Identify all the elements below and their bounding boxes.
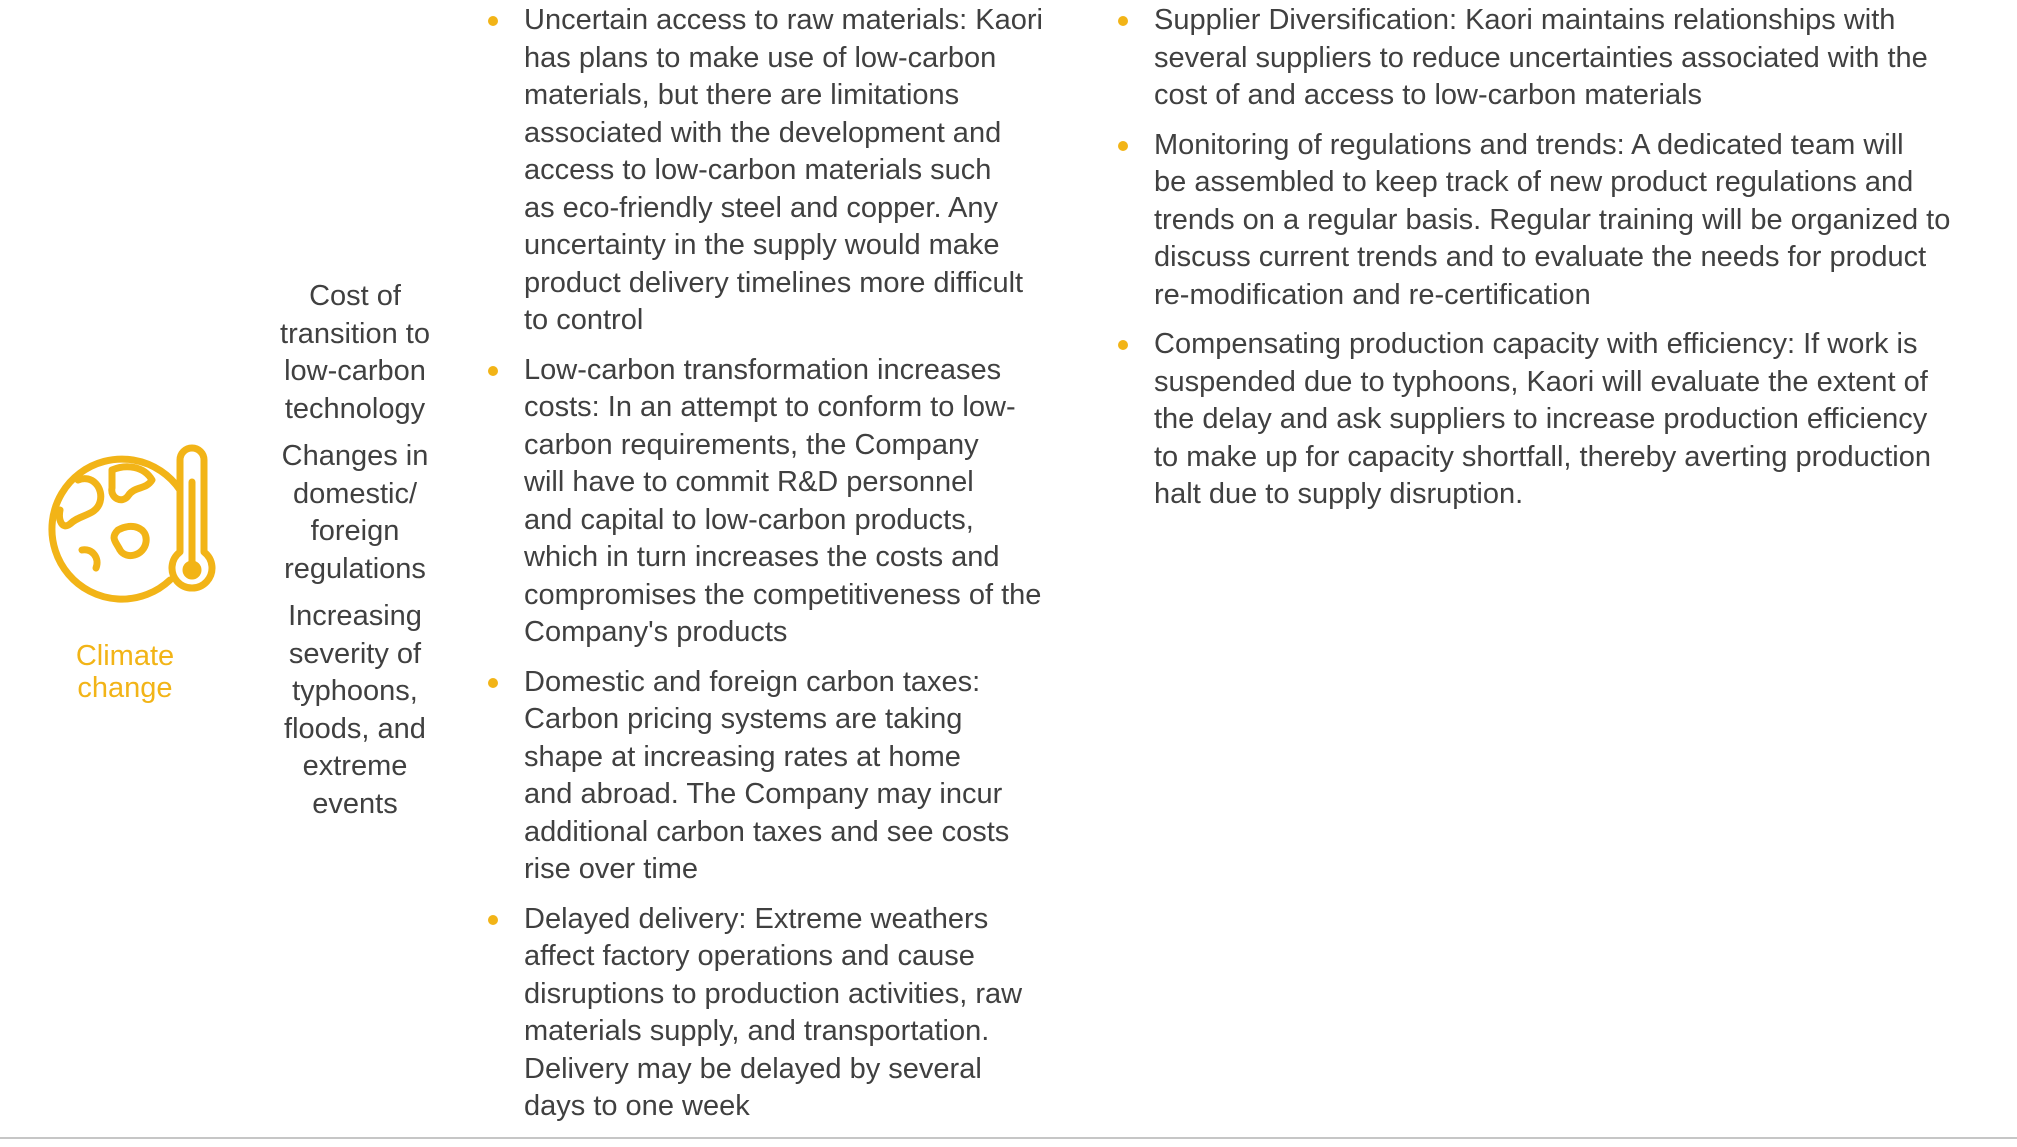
- risk-line: Delayed delivery: Extreme weathers: [524, 902, 989, 935]
- risk-factor-line: technology: [284, 392, 426, 425]
- response-item: [1112, 2, 2012, 115]
- response-line: halt due to supply disruption.: [1154, 478, 1524, 510]
- bullet-icon: [1118, 141, 1128, 151]
- response-item: [1112, 326, 2012, 514]
- risk-factors-column: [250, 278, 460, 833]
- risk-line: Carbon pricing systems are taking: [524, 703, 963, 735]
- risk-line: materials, but there are limitations: [524, 79, 960, 111]
- response-line: cost of and access to low-carbon materials: [1154, 79, 1703, 111]
- risk-line: costs: In an attempt to conform to low-: [524, 391, 1016, 423]
- response-line: Monitoring of regulations and trends: A dedicated team will: [1154, 128, 1904, 161]
- risk-factor-line: foreign: [310, 515, 400, 547]
- risk-factor-line: Changes in: [281, 440, 429, 472]
- risk-factor-line: Cost of: [309, 280, 401, 312]
- bullet-icon: [1118, 340, 1128, 350]
- risk-line: associated with the development and: [524, 116, 1002, 149]
- risk-line: affect factory operations and cause: [524, 940, 975, 972]
- risk-line: compromises the competitiveness of the: [524, 578, 1042, 611]
- risk-factor-line: floods, and: [284, 712, 426, 745]
- risk-line: Delivery may be delayed by several: [524, 1052, 982, 1085]
- response-line: be assembled to keep track of new product regulations and: [1154, 166, 1914, 198]
- risk-factor-line: low-carbon: [284, 355, 426, 387]
- response-item: [1112, 127, 2012, 315]
- response-line: suspended due to typhoons, Kaori will evaluate the extent of: [1154, 365, 1928, 398]
- risk-item: [482, 2, 1082, 340]
- risk-item: [482, 664, 1082, 889]
- risk-line: has plans to make use of low-carbon: [524, 41, 997, 74]
- risk-factor-line: extreme: [302, 750, 408, 782]
- risk-line: to control: [524, 304, 644, 336]
- risk-item: [482, 352, 1082, 652]
- risk-line: and capital to low-carbon products,: [524, 503, 974, 536]
- risk-line: disruptions to production activities, raw: [524, 977, 1023, 1010]
- risk-line: uncertainty in the supply would make: [524, 229, 1000, 261]
- category-label-line: change: [77, 672, 173, 704]
- risk-line: Company's products: [524, 616, 788, 648]
- risk-factor: [250, 438, 460, 588]
- risk-factor-line: transition to: [280, 317, 430, 350]
- risk-line: carbon requirements, the Company: [524, 428, 979, 461]
- table-bottom-rule: [0, 1137, 2017, 1139]
- risk-line: rise over time: [524, 853, 699, 885]
- risk-factor-line: events: [312, 787, 398, 820]
- risk-line: Domestic and foreign carbon taxes:: [524, 665, 981, 698]
- risk-line: and abroad. The Company may incur: [524, 778, 1003, 810]
- risk-line: shape at increasing rates at home: [524, 740, 961, 773]
- risk-factor-line: domestic/: [292, 477, 418, 510]
- category-label: [40, 640, 210, 704]
- category-label-line: Climate: [75, 640, 175, 672]
- response-line: Compensating production capacity with efficiency: If work is: [1154, 328, 1918, 360]
- risk-line: Low-carbon transformation increases: [524, 353, 1002, 386]
- responses-column: [1112, 2, 2012, 526]
- risk-factor-line: severity of: [288, 637, 422, 670]
- risk-factor-line: typhoons,: [292, 675, 418, 707]
- risks-column: [482, 2, 1082, 1138]
- response-line: trends on a regular basis. Regular training will be organized to: [1154, 203, 1951, 236]
- risk-line: will have to commit R&D personnel: [524, 466, 974, 498]
- risk-line: access to low-carbon materials such: [524, 154, 992, 186]
- globe-thermometer-icon: [30, 430, 220, 615]
- bullet-icon: [1118, 16, 1128, 26]
- risk-line: days to one week: [524, 1090, 750, 1122]
- risk-factor: [250, 278, 460, 428]
- risk-item: [482, 901, 1082, 1126]
- risk-line: product delivery timelines more difficult: [524, 266, 1024, 299]
- response-line: to make up for capacity shortfall, thereby averting production: [1154, 440, 1931, 473]
- bullet-icon: [488, 16, 498, 26]
- response-line: discuss current trends and to evaluate the needs for product: [1154, 241, 1927, 273]
- risk-line: materials supply, and transportation.: [524, 1015, 990, 1047]
- risk-line: as eco-friendly steel and copper. Any: [524, 191, 998, 224]
- response-line: the delay and ask suppliers to increase production efficiency: [1154, 403, 1928, 435]
- response-line: several suppliers to reduce uncertainties associated with the: [1154, 41, 1928, 74]
- risk-factor-line: regulations: [284, 552, 426, 585]
- risk-line: Uncertain access to raw materials: Kaori: [524, 4, 1043, 36]
- risk-factor: [250, 598, 460, 823]
- bullet-icon: [488, 678, 498, 688]
- bullet-icon: [488, 366, 498, 376]
- response-line: re-modification and re-certification: [1154, 278, 1591, 311]
- risk-line: additional carbon taxes and see costs: [524, 815, 1010, 848]
- response-line: Supplier Diversification: Kaori maintains relationships with: [1154, 4, 1896, 36]
- risk-line: which in turn increases the costs and: [524, 541, 1000, 573]
- risk-factor-line: Increasing: [288, 600, 422, 632]
- bullet-icon: [488, 915, 498, 925]
